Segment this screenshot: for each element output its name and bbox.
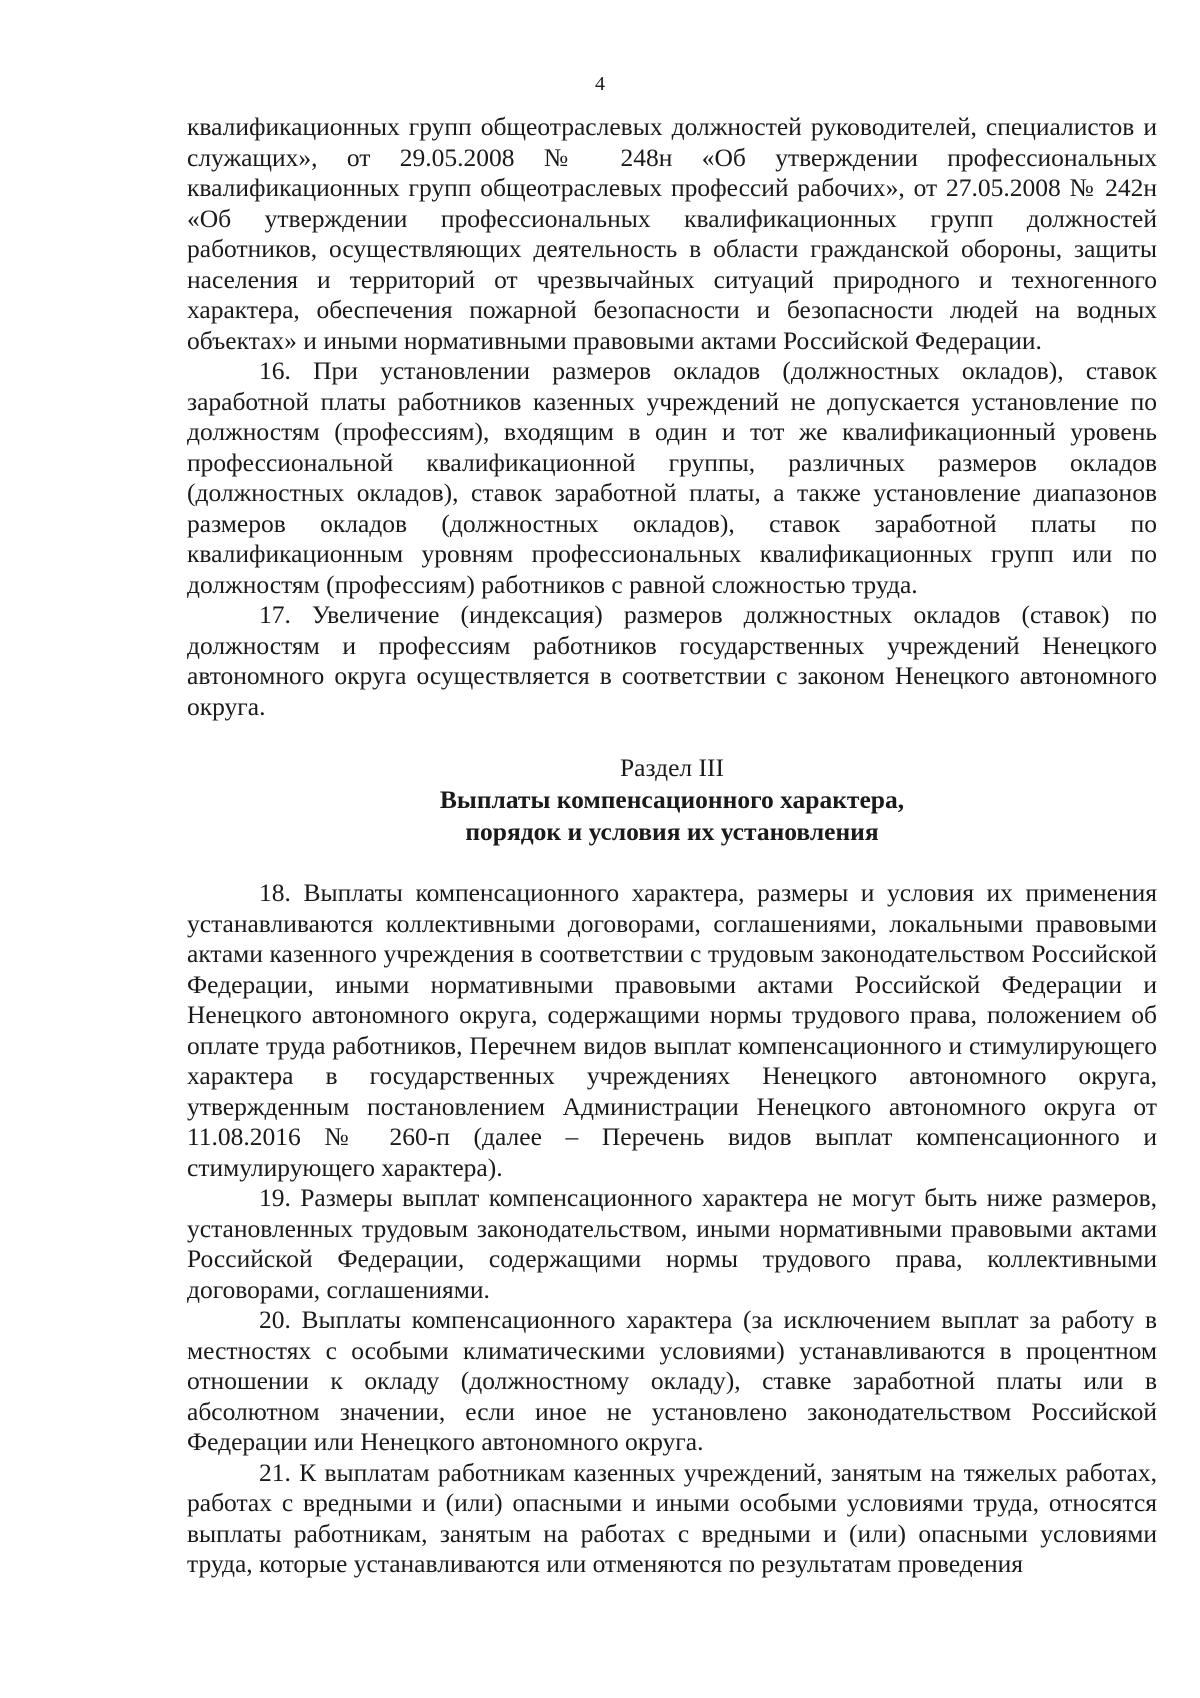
paragraph-16: 16. При установлении размеров окладов (должностных окладов), ставок заработной платы работников казенных учреждений не допускается установление по должностям (профессиям), входящим в один и тот же квалификационный уровень профессиональной квалификационной группы, различных размеров окладов (должностных окладов), ставок заработной платы, а также установление диапазонов размеров окладов (должностных окладов), ставок заработной платы по квалификационным уровням профессиональных квалификационных групп или по должностям (профессиям) работников с равной сложностью труда. (187, 356, 1157, 599)
section-title-line-2: порядок и условия их установления (465, 817, 879, 846)
section-header (187, 752, 1157, 848)
section-title-line-1: Выплаты компенсационного характера, (439, 785, 905, 814)
paragraph-18: 18. Выплаты компенсационного характера, размеры и условия их применения устанавливаются коллективными договорами, соглашениями, локальными правовыми актами казенного учреждения в соответствии с трудовым законодательством Российской Федерации, иными нормативными правовыми актами Российской Федерации и Ненецкого автономного округа, содержащими нормы трудового права, положением об оплате труда работников, Перечнем видов выплат компенсационного и стимулирующего характера в государственных учреждениях Ненецкого автономного округа, утвержденным постановлением Администрации Ненецкого автономного округа от 11.08.2016 № 260-п (далее – Перечень видов выплат компенсационного и стимулирующего характера). (187, 878, 1157, 1182)
paragraph-continuation: квалификационных групп общеотраслевых должностей руководителей, специалистов и служащих», от 29.05.2008 № 248н «Об утверждении профессиональных квалификационных групп общеотраслевых профессий рабочих», от 27.05.2008 № 242н «Об утверждении профессиональных квалификационных групп должностей работников, осуществляющих деятельность в области гражданской обороны, защиты населения и территорий от чрезвычайных ситуаций природного и техногенного характера, обеспечения пожарной безопасности и безопасности людей на водных объектах» и иными нормативными правовыми актами Российской Федерации. (187, 112, 1157, 355)
paragraph-19: 19. Размеры выплат компенсационного характера не могут быть ниже размеров, установленных трудовым законодательством, иными нормативными правовыми актами Российской Федерации, содержащими нормы трудового права, коллективными договорами, соглашениями. (187, 1183, 1157, 1304)
paragraph-21: 21. К выплатам работникам казенных учреждений, занятым на тяжелых работах, работах с вредными и (или) опасными и иными особыми условиями труда, относятся выплаты работникам, занятым на работах с вредными и (или) опасными условиями труда, которые устанавливаются или отменяются по результатам проведения (187, 1457, 1157, 1578)
section-label: Раздел III (620, 753, 724, 782)
paragraph-17: 17. Увеличение (индексация) размеров должностных окладов (ставок) по должностям и профессиям работников государственных учреждений Ненецкого автономного округа осуществляется в соответствии с законом Ненецкого автономного округа. (187, 600, 1157, 721)
document-body (187, 112, 1157, 1580)
paragraph-20: 20. Выплаты компенсационного характера (за исключением выплат за работу в местностях с особыми климатическими условиями) устанавливаются в процентном отношении к окладу (должностному окладу), ставке заработной платы или в абсолютном значении, если иное не установлено законодательством Российской Федерации или Ненецкого автономного округа. (187, 1305, 1157, 1456)
page-number: 4 (595, 73, 605, 95)
